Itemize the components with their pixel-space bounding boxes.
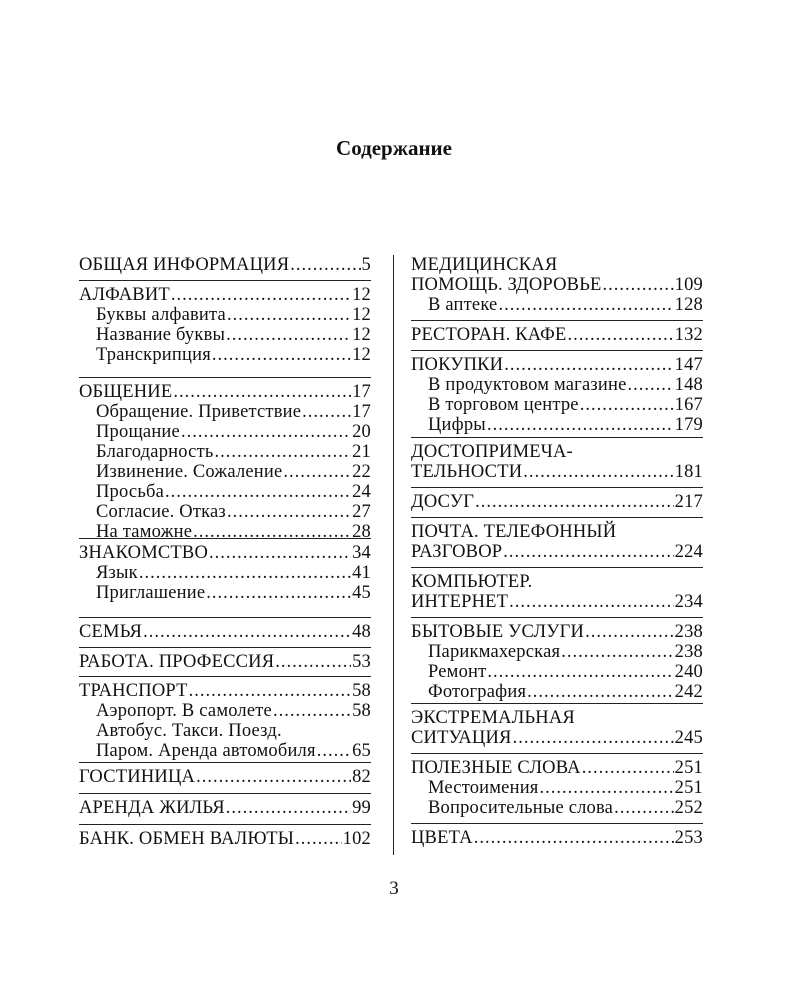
subentry-label: Согласие. Отказ xyxy=(96,502,226,522)
entry-label: ЭКСТРЕМАЛЬНАЯ xyxy=(411,708,575,728)
page-ref: 58 xyxy=(352,681,371,701)
dot-leader xyxy=(503,542,673,562)
page-ref: 82 xyxy=(352,767,371,787)
toc-section xyxy=(79,285,371,365)
subentry-label: Вопросительные слова xyxy=(428,798,614,818)
dot-leader xyxy=(227,502,351,522)
entry-label: ИНТЕРНЕТ xyxy=(411,592,509,612)
dot-leader xyxy=(226,798,351,818)
toc-entry-line[interactable] xyxy=(79,543,371,563)
entry-label: ТЕЛЬНОСТИ xyxy=(411,462,523,482)
section-divider xyxy=(79,647,371,648)
entry-label: ДОСУГ xyxy=(411,492,475,512)
subentry-label: Парикмахерская xyxy=(428,642,561,662)
toc-entry-line[interactable] xyxy=(411,542,703,562)
section-divider xyxy=(79,824,371,825)
page-ref: 245 xyxy=(674,728,703,748)
dot-leader xyxy=(509,592,673,612)
subentry-label: Название буквы xyxy=(96,325,226,345)
subentry-label: Автобус. Такси. Поезд. xyxy=(96,721,282,741)
dot-leader xyxy=(317,741,351,761)
toc-subentry[interactable] xyxy=(411,662,703,682)
page-ref: 224 xyxy=(674,542,703,562)
toc-subentry[interactable] xyxy=(79,442,371,462)
toc-entry-line[interactable] xyxy=(79,681,371,701)
dot-leader xyxy=(295,829,342,849)
toc-entry-line[interactable] xyxy=(411,592,703,612)
toc-entry-line[interactable] xyxy=(411,758,703,778)
toc-section xyxy=(411,255,703,315)
toc-entry-line[interactable] xyxy=(411,728,703,748)
toc-section xyxy=(411,442,703,482)
toc-entry-line[interactable] xyxy=(411,355,703,375)
page-ref: 41 xyxy=(352,563,371,583)
page-ref: 128 xyxy=(674,295,703,315)
dot-leader xyxy=(196,767,351,787)
dot-leader xyxy=(498,295,673,315)
toc-entry-line[interactable] xyxy=(79,829,371,849)
toc-subentry[interactable] xyxy=(411,395,703,415)
toc-section xyxy=(79,543,371,603)
toc-subentry[interactable] xyxy=(411,798,703,818)
toc-section xyxy=(79,798,371,818)
entry-label: ГОСТИНИЦА xyxy=(79,767,196,787)
entry-label: СИТУАЦИЯ xyxy=(411,728,512,748)
page-ref: 5 xyxy=(361,255,371,275)
page-ref: 17 xyxy=(352,382,371,402)
dot-leader xyxy=(561,642,673,662)
toc-section xyxy=(411,828,703,848)
toc-entry-line[interactable] xyxy=(79,382,371,402)
page-ref: 34 xyxy=(352,543,371,563)
dot-leader xyxy=(227,305,351,325)
page-ref: 181 xyxy=(674,462,703,482)
toc-subentry[interactable] xyxy=(79,563,371,583)
page-ref: 28 xyxy=(352,522,371,542)
toc-subentry[interactable] xyxy=(79,721,371,741)
entry-label: РЕСТОРАН. КАФЕ xyxy=(411,325,567,345)
dot-leader xyxy=(171,285,351,305)
page-ref: 251 xyxy=(674,778,703,798)
entry-label: КОМПЬЮТЕР. xyxy=(411,572,533,592)
page-ref: 53 xyxy=(352,652,371,672)
toc-entry-line[interactable] xyxy=(411,492,703,512)
dot-leader xyxy=(527,682,673,702)
toc-section xyxy=(411,355,703,435)
toc-entry-line[interactable] xyxy=(79,652,371,672)
toc-section xyxy=(79,681,371,761)
entry-label: ПОЧТА. ТЕЛЕФОННЫЙ xyxy=(411,522,617,542)
toc-subentry[interactable] xyxy=(79,422,371,442)
page-ref: 17 xyxy=(352,402,371,422)
toc-subentry[interactable] xyxy=(411,642,703,662)
subentry-label: Язык xyxy=(96,563,138,583)
section-divider xyxy=(411,617,703,618)
dot-leader xyxy=(275,652,351,672)
toc-subentry[interactable] xyxy=(411,778,703,798)
dot-leader xyxy=(165,482,351,502)
page-ref: 238 xyxy=(674,642,703,662)
page-ref: 132 xyxy=(674,325,703,345)
subentry-label: Ремонт xyxy=(428,662,487,682)
entry-label: СЕМЬЯ xyxy=(79,622,143,642)
page-ref: 253 xyxy=(674,828,703,848)
toc-section xyxy=(79,255,371,275)
section-divider xyxy=(411,753,703,754)
dot-leader xyxy=(580,395,674,415)
toc-entry-line[interactable] xyxy=(79,798,371,818)
dot-leader xyxy=(302,402,351,422)
toc-entry-line-continued[interactable] xyxy=(411,522,703,542)
subentry-label: Приглашение xyxy=(96,583,206,603)
entry-label: АРЕНДА ЖИЛЬЯ xyxy=(79,798,225,818)
subentry-label: Извинение. Сожаление xyxy=(96,462,283,482)
subentry-label: Фотография xyxy=(428,682,527,702)
entry-label: ОБЩАЯ ИНФОРМАЦИЯ xyxy=(79,255,290,275)
toc-section xyxy=(411,622,703,702)
page-ref: 148 xyxy=(674,375,703,395)
page-ref: 21 xyxy=(352,442,371,462)
dot-leader xyxy=(173,382,351,402)
toc-section xyxy=(79,382,371,542)
toc-section xyxy=(79,622,371,642)
page-ref: 99 xyxy=(352,798,371,818)
dot-leader xyxy=(487,415,674,435)
page-ref: 238 xyxy=(674,622,703,642)
subentry-label: Аэропорт. В самолете xyxy=(96,701,272,721)
page-ref: 12 xyxy=(352,285,371,305)
section-divider xyxy=(411,350,703,351)
page-ref: 217 xyxy=(674,492,703,512)
entry-label: ПОМОЩЬ. ЗДОРОВЬЕ xyxy=(411,275,602,295)
entry-label: РАБОТА. ПРОФЕССИЯ xyxy=(79,652,275,672)
subentry-label: Местоимения xyxy=(428,778,539,798)
page-ref: 252 xyxy=(674,798,703,818)
subentry-label: Паром. Аренда автомобиля xyxy=(96,741,316,761)
page-ref: 48 xyxy=(352,622,371,642)
section-divider xyxy=(411,437,703,438)
dot-leader xyxy=(523,462,673,482)
toc-subentry[interactable] xyxy=(411,295,703,315)
toc-section xyxy=(79,652,371,672)
dot-leader xyxy=(582,758,674,778)
page-ref: 24 xyxy=(352,482,371,502)
dot-leader xyxy=(603,275,674,295)
section-divider xyxy=(79,617,371,618)
dot-leader xyxy=(627,375,673,395)
toc-subentry[interactable] xyxy=(79,462,371,482)
subentry-label: Цифры xyxy=(428,415,486,435)
page-ref: 45 xyxy=(352,583,371,603)
section-divider xyxy=(411,487,703,488)
section-divider xyxy=(411,567,703,568)
toc-subentry[interactable] xyxy=(79,345,371,365)
dot-leader xyxy=(540,778,674,798)
dot-leader xyxy=(181,422,351,442)
toc-entry-line-continued[interactable] xyxy=(411,572,703,592)
toc-entry-line[interactable] xyxy=(411,325,703,345)
toc-entry-line[interactable] xyxy=(79,767,371,787)
toc-subentry[interactable] xyxy=(79,741,371,761)
toc-entry-line[interactable] xyxy=(411,462,703,482)
toc-section xyxy=(411,758,703,818)
page-ref: 12 xyxy=(352,305,371,325)
entry-label: ЗНАКОМСТВО xyxy=(79,543,209,563)
dot-leader xyxy=(504,355,673,375)
dot-leader xyxy=(568,325,674,345)
subentry-label: Прощание xyxy=(96,422,180,442)
section-divider xyxy=(79,538,371,539)
dot-leader xyxy=(474,828,674,848)
toc-entry-line[interactable] xyxy=(79,622,371,642)
toc-subentry[interactable] xyxy=(79,305,371,325)
dot-leader xyxy=(209,543,351,563)
dot-leader xyxy=(273,701,351,721)
dot-leader xyxy=(585,622,674,642)
page-ref: 234 xyxy=(674,592,703,612)
entry-label: ПОЛЕЗНЫЕ СЛОВА xyxy=(411,758,581,778)
toc-entry-line[interactable] xyxy=(411,622,703,642)
dot-leader xyxy=(226,325,351,345)
section-divider xyxy=(411,320,703,321)
entry-label: ПОКУПКИ xyxy=(411,355,504,375)
dot-leader xyxy=(193,522,351,542)
dot-leader xyxy=(139,563,351,583)
toc-section xyxy=(411,325,703,345)
section-divider xyxy=(79,793,371,794)
subentry-label: Буквы алфавита xyxy=(96,305,226,325)
dot-leader xyxy=(143,622,351,642)
toc-subentry[interactable] xyxy=(411,682,703,702)
entry-label: ЦВЕТА xyxy=(411,828,473,848)
subentry-label: Просьба xyxy=(96,482,164,502)
dot-leader xyxy=(614,798,674,818)
page-ref: 65 xyxy=(352,741,371,761)
toc-entry-line-continued[interactable] xyxy=(411,255,703,275)
toc-section xyxy=(79,829,371,849)
toc-entry-line-continued[interactable] xyxy=(411,708,703,728)
entry-label: БАНК. ОБМЕН ВАЛЮТЫ xyxy=(79,829,295,849)
toc-subentry[interactable] xyxy=(79,502,371,522)
section-divider xyxy=(79,676,371,677)
page-ref: 27 xyxy=(352,502,371,522)
toc-subentry[interactable] xyxy=(79,482,371,502)
toc-subentry[interactable] xyxy=(79,583,371,603)
toc-entry-line-continued[interactable] xyxy=(411,442,703,462)
toc-subentry[interactable] xyxy=(411,375,703,395)
toc-section xyxy=(411,522,703,562)
page-ref: 240 xyxy=(674,662,703,682)
subentry-label: В продуктовом магазине xyxy=(428,375,627,395)
entry-label: ДОСТОПРИМЕЧА- xyxy=(411,442,573,462)
toc-entry-line[interactable] xyxy=(79,285,371,305)
section-divider xyxy=(79,377,371,378)
page-ref: 58 xyxy=(352,701,371,721)
toc-subentry[interactable] xyxy=(79,325,371,345)
entry-label: АЛФАВИТ xyxy=(79,285,170,305)
section-divider xyxy=(411,517,703,518)
toc-section xyxy=(411,492,703,512)
dot-leader xyxy=(283,462,351,482)
section-divider xyxy=(79,280,371,281)
dot-leader xyxy=(214,442,351,462)
page-ref: 22 xyxy=(352,462,371,482)
subentry-label: Транскрипция xyxy=(96,345,211,365)
page-ref: 167 xyxy=(674,395,703,415)
entry-label: РАЗГОВОР xyxy=(411,542,503,562)
toc-subentry[interactable] xyxy=(79,402,371,422)
subentry-label: В торговом центре xyxy=(428,395,579,415)
subentry-label: В аптеке xyxy=(428,295,498,315)
page-ref: 12 xyxy=(352,345,371,365)
page-ref: 179 xyxy=(674,415,703,435)
dot-leader xyxy=(475,492,674,512)
toc-entry-line[interactable] xyxy=(79,255,371,275)
entry-label: МЕДИЦИНСКАЯ xyxy=(411,255,558,275)
page-ref: 12 xyxy=(352,325,371,345)
subentry-label: Благодарность xyxy=(96,442,214,462)
toc-section xyxy=(411,708,703,748)
page-ref: 147 xyxy=(674,355,703,375)
section-divider xyxy=(411,823,703,824)
toc-section xyxy=(411,572,703,612)
page-ref: 109 xyxy=(674,275,703,295)
entry-label: ТРАНСПОРТ xyxy=(79,681,188,701)
page-ref: 242 xyxy=(674,682,703,702)
column-divider xyxy=(393,255,394,855)
page-number: 3 xyxy=(389,878,399,899)
entry-label: БЫТОВЫЕ УСЛУГИ xyxy=(411,622,585,642)
toc-section xyxy=(79,767,371,787)
page-title: Содержание xyxy=(336,136,452,160)
page-ref: 102 xyxy=(342,829,371,849)
dot-leader xyxy=(206,583,351,603)
section-divider xyxy=(79,762,371,763)
subentry-label: На таможне xyxy=(96,522,193,542)
toc-entry-line[interactable] xyxy=(411,828,703,848)
dot-leader xyxy=(290,255,360,275)
dot-leader xyxy=(487,662,673,682)
toc-entry-line[interactable] xyxy=(411,275,703,295)
toc-subentry[interactable] xyxy=(411,415,703,435)
toc-subentry[interactable] xyxy=(79,522,371,542)
page-ref: 251 xyxy=(674,758,703,778)
entry-label: ОБЩЕНИЕ xyxy=(79,382,173,402)
section-divider xyxy=(411,703,703,704)
dot-leader xyxy=(189,681,351,701)
dot-leader xyxy=(513,728,674,748)
subentry-label: Обращение. Приветствие xyxy=(96,402,302,422)
dot-leader xyxy=(212,345,351,365)
page-ref: 20 xyxy=(352,422,371,442)
toc-subentry[interactable] xyxy=(79,701,371,721)
